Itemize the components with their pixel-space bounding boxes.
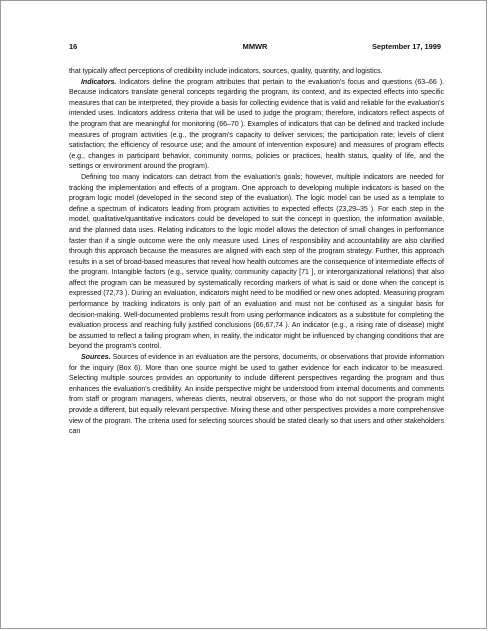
runin-heading-sources: Sources. xyxy=(81,354,111,362)
paragraph-text: Indicators define the program attributes that pertain to the evaluation's focus and questions (63–66 ). Because indicators translate general concepts regarding the program, its context, and its expected effects into specific measures that can be interpreted, they provide a basis for collecting evidence that is valid and reliable for the evaluation's intended uses. Indicators address criteria that will be used to judge the program; therefore, indicators reflect aspects of the program that are meaningful for monitoring (66–70 ). Examples of indicators that can be defined and tracked include measures of program activities (e.g., the program's capacity to deliver services; the participation rate; levels of client satisfaction; the efficiency of resource use; and the amount of intervention exposure) and measures of program effects (e.g., changes in participant behavior, community norms, policies or practices, health status, quality of life, and the settings or environment around the program). xyxy=(69,78,444,171)
paragraph-sources xyxy=(69,353,444,438)
paragraph-continuation xyxy=(69,67,444,78)
page-header xyxy=(69,42,441,54)
paragraph-indicators xyxy=(69,78,444,173)
journal-title: MMWR xyxy=(242,42,268,51)
paragraph-text: Sources of evidence in an evaluation are the persons, documents, or observations that provide information for the inquiry (Box 6). More than one source might be used to gather evidence for each indicator to be measured. Selecting multiple sources provides an opportunity to include different perspectives regarding the program and thus enhances the evaluation's credibility. An inside perspective might be understood from internal documents and comments from staff or program managers, whereas clients, neutral observers, or those who do not support the program might provide a different, but equally relevant perspective. Mixing these and other perspectives provides a more comprehensive view of the program. The criteria used for selecting sources should be stated clearly so that users and other stakeholders can xyxy=(69,354,444,436)
paragraph-text: Defining too many indicators can detract from the evaluation's goals; however, multiple indicators are needed for tracking the implementation and effects of a program. One approach to developing multiple indicators is based on the program logic model (developed in the second step of the evaluation). The logic model can be used as a template to define a spectrum of indicators leading from program activities to expected effects (23,29–35 ). For each step in the model, qualitative/quantitative indicators could be developed to suit the concept in question, the information available, and the planned data uses. Relating indicators to the logic model allows the detection of small changes in performance faster than if a single outcome were the only measure used. Lines of responsibility and accountability are also clarified through this approach because the measures are aligned with each step of the program strategy. Further, this approach results in a set of broad-based measures that reveal how health outcomes are the consequence of intermediate effects of the program. Intangible factors (e.g., service quality, community capacity [71 ], or interorganizational relations) that also affect the program can be measured by systematically recording markers of what is said or done when the concept is expressed (72,73 ). During an evaluation, indicators might need to be modified or new ones adopted. Measuring program performance by tracking indicators is only part of an evaluation and must not be confused as a singular basis for decision-making. Well-documented problems result from using performance indicators as a substitute for completing the evaluation process and reaching fully justified conclusions (66,67,74 ). An indicator (e.g., a rising rate of disease) might be assumed to reflect a failing program when, in reality, the indicator might be influenced by changing conditions that are beyond the program's control. xyxy=(69,173,444,351)
paragraph-multiple-indicators xyxy=(69,173,444,353)
page-number: 16 xyxy=(69,42,78,51)
runin-heading-indicators: Indicators. xyxy=(81,78,117,86)
body-text xyxy=(69,67,444,438)
issue-date: September 17, 1999 xyxy=(371,42,441,51)
paragraph-text: that typically affect perceptions of credibility include indicators, sources, quality, quantity, and logistics. xyxy=(69,68,383,75)
